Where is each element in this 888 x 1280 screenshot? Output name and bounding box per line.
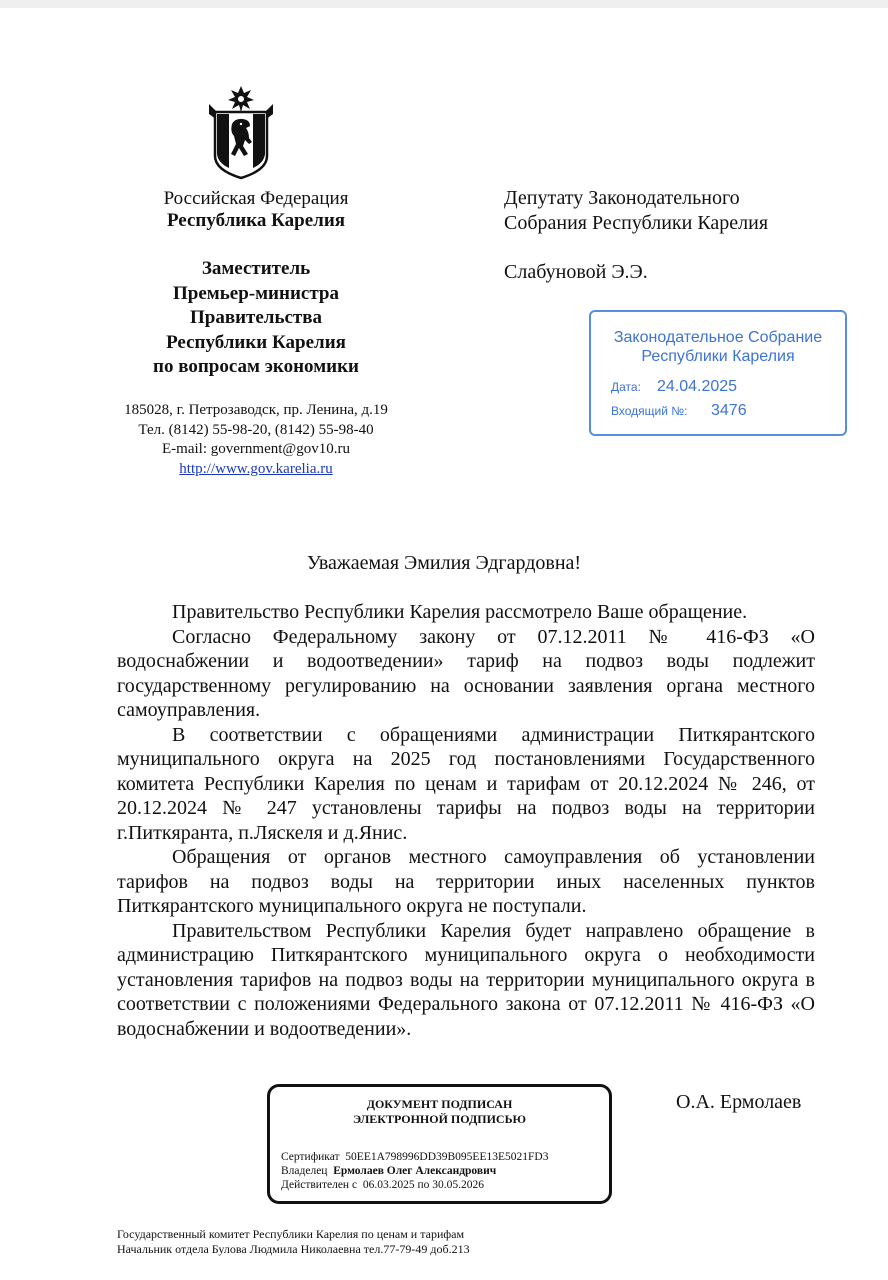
greeting: Уважаемая Эмилия Эдгардовна! (306, 552, 582, 574)
valid-from: 06.03.2025 (362, 1179, 415, 1191)
stamp-incoming-label: Входящий №: (611, 404, 688, 418)
signer-name: О.А. Ермолаев (676, 1091, 802, 1113)
signature-title-line: ЭЛЕКТРОННОЙ ПОДПИСЬЮ (352, 1112, 527, 1126)
certificate-label: Сертификат (281, 1151, 340, 1163)
valid-label: Действителен с (281, 1179, 358, 1191)
sender-region: Республика Карелия (166, 210, 346, 231)
sender-position-line: Правительства (189, 307, 323, 328)
sender-phones: Тел. (8142) 55-98-20, (8142) 55-98-40 (138, 421, 374, 438)
owner-value: Ермолаев Олег Александрович (333, 1165, 497, 1177)
footer (117, 1227, 470, 1257)
stamp-organization (591, 328, 845, 366)
certificate-value: 50EE1A798996DD39B095EE13E5021FD3 (345, 1151, 549, 1163)
letter-body (117, 600, 815, 1041)
signature-box-title (270, 1097, 609, 1127)
sender-email: E-mail: government@gov10.ru (162, 441, 350, 457)
body-paragraph: Правительством Республики Карелия будет направлено обращение в администрацию Питкярантского муниципального округа о необходимости установления тарифов на подвоз воды на территории муниципального округа в соответствии с положениями Федерального закона от 07.12.2011 № 416-ФЗ «О водоснабжении и водоотведении». (117, 919, 815, 1040)
sender-website-link[interactable]: http://www.gov.karelia.ru (179, 460, 333, 477)
body-paragraph: Согласно Федеральному закону от 07.12.2011 № 416-ФЗ «О водоснабжении и водоотведении» тариф на подвоз воды подлежит государственному регулированию на основании заявления органа местного самоуправления. (117, 625, 815, 721)
signature-title-line: ДОКУМЕНТ ПОДПИСАН (366, 1097, 513, 1111)
validity-row (281, 1178, 484, 1192)
stamp-org-line: Законодательное Собрание (613, 329, 823, 346)
sender-position-line: Республики Карелия (166, 331, 346, 353)
recipient-name: Слабуновой Э.Э. (504, 261, 648, 283)
owner-row (281, 1164, 496, 1178)
stamp-date-value: 24.04.2025 (657, 378, 738, 395)
top-edge (0, 0, 888, 8)
recipient-title (504, 186, 768, 236)
certificate-row (281, 1150, 548, 1164)
stamp-incoming-value: 3476 (711, 402, 747, 419)
valid-to-label: по (417, 1179, 430, 1191)
sender-position-line: Премьер-министра (173, 282, 339, 304)
registration-stamp (589, 310, 847, 436)
recipient-title-line: Депутату Законодательного (504, 187, 740, 209)
stamp-org-line: Республики Карелия (641, 348, 795, 365)
sender-address: 185028, г. Петрозаводск, пр. Ленина, д.19 (124, 402, 388, 418)
electronic-signature-box (267, 1084, 612, 1204)
footer-line: Начальник отдела Булова Людмила Николаевна тел.77-79-49 доб.213 (117, 1242, 470, 1256)
valid-to: 30.05.2026 (432, 1179, 484, 1191)
stamp-date-row (611, 378, 737, 396)
body-paragraph: В соответствии с обращениями администрации Питкярантского муниципального округа на 2025 год постановлениями Государственного комитета Республики Карелия по ценам и тарифам от 20.12.2024 № 246, от 20.12.2024 № 247 установлены тарифы на подвоз воды на территории г.Питкяранта, п.Ляскеля и д.Янис. (117, 723, 815, 844)
stamp-incoming-row (611, 402, 747, 420)
coat-of-arms-icon (205, 84, 277, 180)
stamp-date-label: Дата: (611, 380, 641, 394)
footer-line: Государственный комитет Республики Карелия по ценам и тарифам (117, 1227, 465, 1241)
sender-position (88, 257, 424, 380)
sender-position-line: по вопросам экономики (153, 356, 359, 377)
body-paragraph: Правительство Республики Карелия рассмотрело Ваше обращение. (172, 601, 748, 623)
sender-contacts (88, 401, 424, 479)
sender-position-line: Заместитель (201, 258, 311, 279)
recipient-title-line: Собрания Республики Карелия (504, 212, 769, 234)
sender-country: Российская Федерация (163, 188, 349, 209)
owner-label: Владелец (281, 1165, 328, 1177)
body-paragraph: Обращения от органов местного самоуправления об установлении тарифов на подвоз воды на территории иных населенных пунктов Питкярантского муниципального округа не поступали. (117, 846, 815, 917)
